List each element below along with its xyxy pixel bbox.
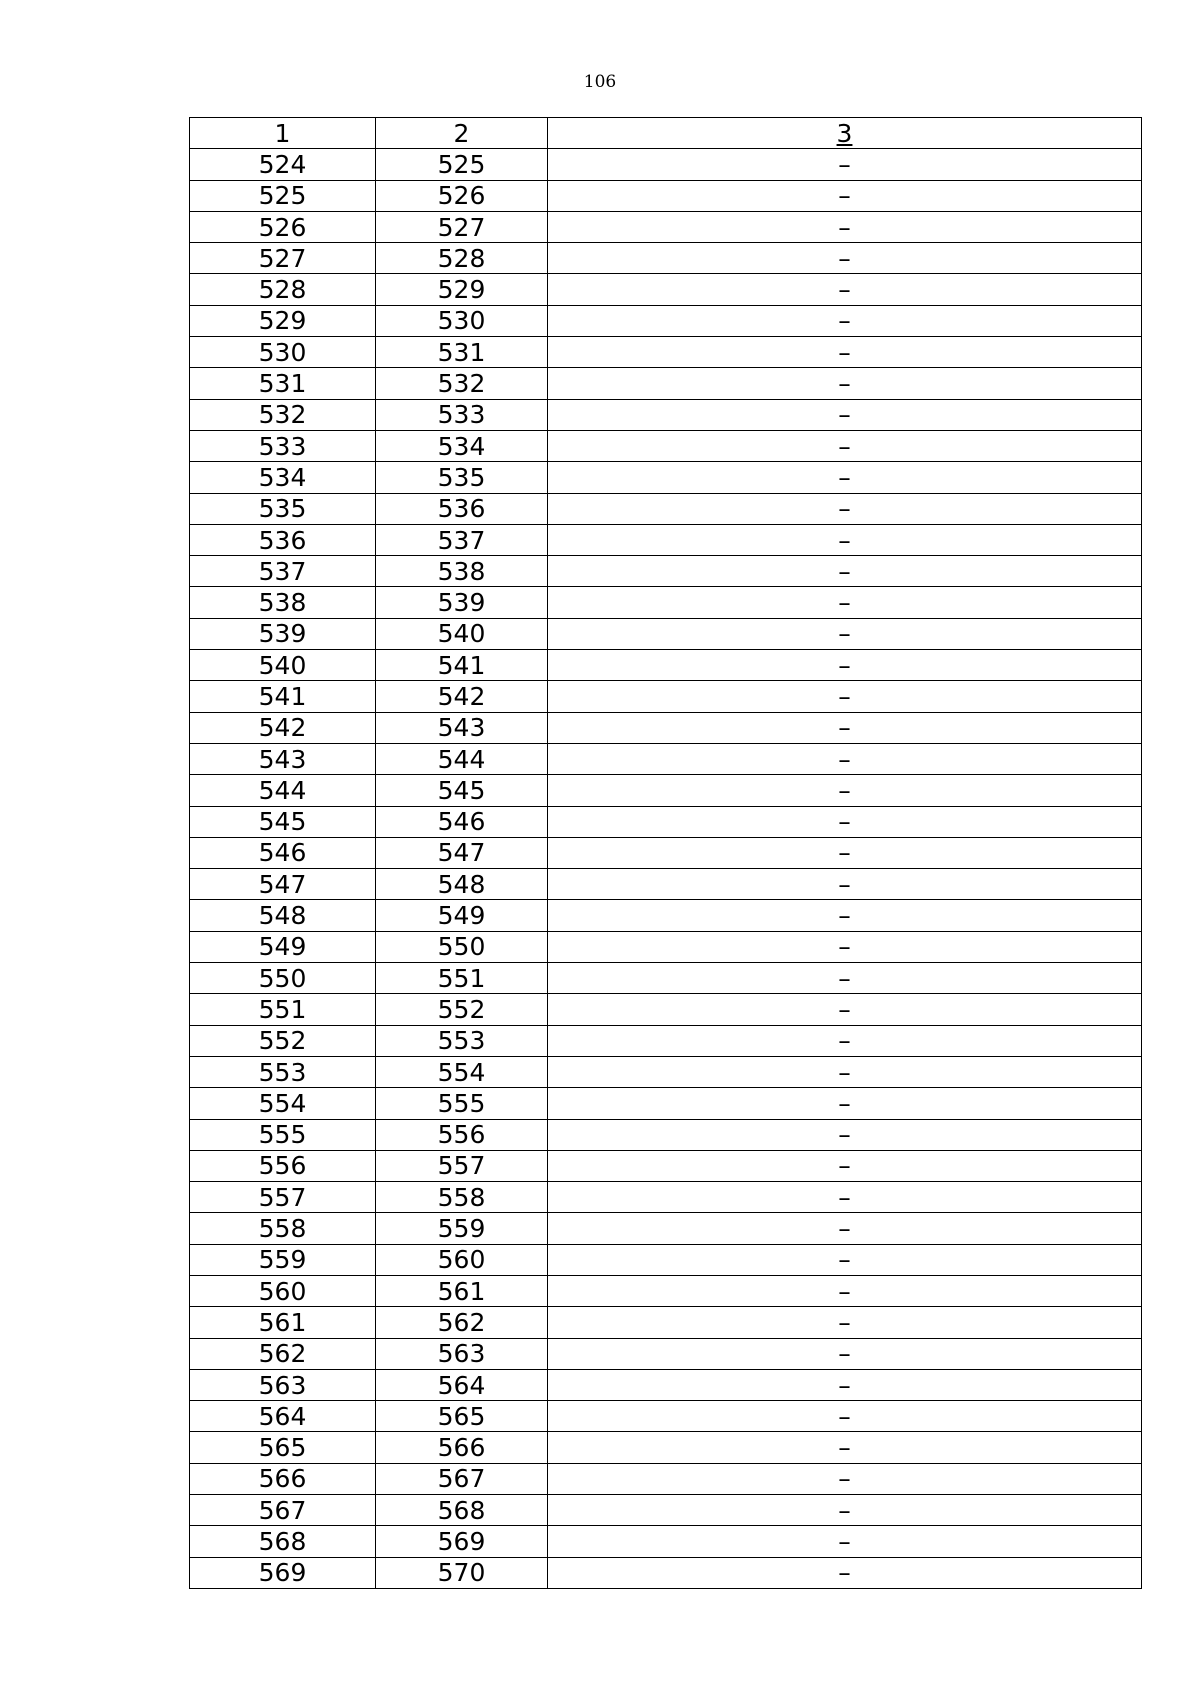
table-cell-col-3: – <box>548 1275 1142 1306</box>
table-cell-col-1: 556 <box>190 1150 376 1181</box>
table-cell-col-1: 551 <box>190 994 376 1025</box>
table-cell-col-1: 532 <box>190 399 376 430</box>
table-cell-col-1: 549 <box>190 931 376 962</box>
table-row <box>190 1463 1142 1494</box>
table-cell-col-3: – <box>548 681 1142 712</box>
table-cell-col-2: 535 <box>376 462 548 493</box>
table-cell-col-1: 566 <box>190 1463 376 1494</box>
table-cell-col-3: – <box>548 337 1142 368</box>
table-row <box>190 681 1142 712</box>
table-cell-col-1: 528 <box>190 274 376 305</box>
table-cell-col-2: 554 <box>376 1056 548 1087</box>
table-cell-col-1: 565 <box>190 1432 376 1463</box>
table-cell-col-3: – <box>548 618 1142 649</box>
table-cell-col-3: – <box>548 806 1142 837</box>
table-cell-col-3: – <box>548 1056 1142 1087</box>
table-row <box>190 274 1142 305</box>
table-cell-col-3: – <box>548 837 1142 868</box>
table-cell-col-2: 563 <box>376 1338 548 1369</box>
table-cell-col-3: – <box>548 743 1142 774</box>
table-cell-col-3: – <box>548 430 1142 461</box>
table-cell-col-3: – <box>548 1401 1142 1432</box>
table-cell-col-2: 528 <box>376 243 548 274</box>
table-row <box>190 931 1142 962</box>
table-cell-col-1: 530 <box>190 337 376 368</box>
table-cell-col-2: 562 <box>376 1307 548 1338</box>
table-row <box>190 775 1142 806</box>
table-cell-col-2: 569 <box>376 1526 548 1557</box>
table-body <box>190 149 1142 1589</box>
table-row <box>190 1338 1142 1369</box>
table-cell-col-1: 542 <box>190 712 376 743</box>
table-row <box>190 650 1142 681</box>
table-cell-col-2: 551 <box>376 963 548 994</box>
table-cell-col-3: – <box>548 650 1142 681</box>
table-cell-col-3: – <box>548 712 1142 743</box>
table-cell-col-3: – <box>548 149 1142 180</box>
table-row <box>190 1244 1142 1275</box>
table-row <box>190 556 1142 587</box>
table-cell-col-2: 570 <box>376 1557 548 1588</box>
table-row <box>190 587 1142 618</box>
table-cell-col-3: – <box>548 556 1142 587</box>
table-cell-col-1: 552 <box>190 1025 376 1056</box>
table-cell-col-2: 567 <box>376 1463 548 1494</box>
table-cell-col-2: 561 <box>376 1275 548 1306</box>
table-cell-col-3: – <box>548 368 1142 399</box>
table-cell-col-2: 559 <box>376 1213 548 1244</box>
table-cell-col-3: – <box>548 931 1142 962</box>
table-cell-col-1: 535 <box>190 493 376 524</box>
table-row <box>190 399 1142 430</box>
table-cell-col-2: 548 <box>376 869 548 900</box>
table-cell-col-1: 550 <box>190 963 376 994</box>
table-row <box>190 305 1142 336</box>
table-row <box>190 1088 1142 1119</box>
table-cell-col-1: 558 <box>190 1213 376 1244</box>
table-cell-col-2: 565 <box>376 1401 548 1432</box>
table-cell-col-1: 557 <box>190 1182 376 1213</box>
table-cell-col-1: 537 <box>190 556 376 587</box>
table-row <box>190 1369 1142 1400</box>
table-cell-col-3: – <box>548 1244 1142 1275</box>
table-cell-col-2: 533 <box>376 399 548 430</box>
table-row <box>190 806 1142 837</box>
table-row <box>190 1056 1142 1087</box>
table-row <box>190 1275 1142 1306</box>
table-row <box>190 743 1142 774</box>
table-cell-col-3: – <box>548 1463 1142 1494</box>
table-cell-col-1: 559 <box>190 1244 376 1275</box>
table-row <box>190 1432 1142 1463</box>
column-header-3: 3 <box>548 118 1142 149</box>
table-cell-col-2: 542 <box>376 681 548 712</box>
table-cell-col-3: – <box>548 1088 1142 1119</box>
table-cell-col-3: – <box>548 524 1142 555</box>
table-row <box>190 712 1142 743</box>
table-cell-col-2: 545 <box>376 775 548 806</box>
table-cell-col-2: 526 <box>376 180 548 211</box>
table-cell-col-1: 569 <box>190 1557 376 1588</box>
table-row <box>190 211 1142 242</box>
table-cell-col-3: – <box>548 587 1142 618</box>
table-cell-col-3: – <box>548 399 1142 430</box>
table-cell-col-2: 558 <box>376 1182 548 1213</box>
table-cell-col-3: – <box>548 1213 1142 1244</box>
table-cell-col-3: – <box>548 1182 1142 1213</box>
table-cell-col-1: 540 <box>190 650 376 681</box>
table-cell-col-1: 561 <box>190 1307 376 1338</box>
table-cell-col-3: – <box>548 211 1142 242</box>
table-cell-col-1: 554 <box>190 1088 376 1119</box>
table-row <box>190 1213 1142 1244</box>
table-cell-col-3: – <box>548 1307 1142 1338</box>
table-row <box>190 1150 1142 1181</box>
table-cell-col-1: 527 <box>190 243 376 274</box>
table-cell-col-3: – <box>548 1369 1142 1400</box>
table-cell-col-1: 541 <box>190 681 376 712</box>
table-cell-col-1: 525 <box>190 180 376 211</box>
table-row <box>190 524 1142 555</box>
table-row <box>190 618 1142 649</box>
table-cell-col-2: 557 <box>376 1150 548 1181</box>
table-cell-col-1: 553 <box>190 1056 376 1087</box>
table-cell-col-2: 525 <box>376 149 548 180</box>
table-cell-col-2: 556 <box>376 1119 548 1150</box>
table-cell-col-2: 541 <box>376 650 548 681</box>
table-row <box>190 994 1142 1025</box>
table-cell-col-1: 534 <box>190 462 376 493</box>
table-row <box>190 963 1142 994</box>
table-cell-col-2: 564 <box>376 1369 548 1400</box>
table-cell-col-2: 553 <box>376 1025 548 1056</box>
table-row <box>190 837 1142 868</box>
table-cell-col-1: 543 <box>190 743 376 774</box>
table-cell-col-1: 538 <box>190 587 376 618</box>
table-cell-col-1: 544 <box>190 775 376 806</box>
table-cell-col-1: 564 <box>190 1401 376 1432</box>
table-cell-col-3: – <box>548 1338 1142 1369</box>
table-cell-col-2: 549 <box>376 900 548 931</box>
table-row <box>190 1119 1142 1150</box>
table-cell-col-3: – <box>548 1119 1142 1150</box>
column-header-2: 2 <box>376 118 548 149</box>
table-cell-col-2: 555 <box>376 1088 548 1119</box>
table-cell-col-3: – <box>548 462 1142 493</box>
table-cell-col-2: 532 <box>376 368 548 399</box>
table-cell-col-1: 562 <box>190 1338 376 1369</box>
table-cell-col-2: 568 <box>376 1495 548 1526</box>
table-row <box>190 368 1142 399</box>
table-row <box>190 180 1142 211</box>
table-row <box>190 337 1142 368</box>
table-cell-col-3: – <box>548 243 1142 274</box>
table-cell-col-2: 566 <box>376 1432 548 1463</box>
table-cell-col-3: – <box>548 775 1142 806</box>
table-cell-col-3: – <box>548 994 1142 1025</box>
column-header-1: 1 <box>190 118 376 149</box>
table-row <box>190 493 1142 524</box>
table-cell-col-3: – <box>548 1557 1142 1588</box>
table-cell-col-2: 537 <box>376 524 548 555</box>
table-cell-col-2: 536 <box>376 493 548 524</box>
table-cell-col-3: – <box>548 493 1142 524</box>
table-cell-col-1: 539 <box>190 618 376 649</box>
table-row <box>190 1557 1142 1588</box>
table-cell-col-1: 567 <box>190 1495 376 1526</box>
table-row <box>190 1025 1142 1056</box>
table-cell-col-1: 531 <box>190 368 376 399</box>
table-cell-col-2: 544 <box>376 743 548 774</box>
table-cell-col-2: 560 <box>376 1244 548 1275</box>
table-cell-col-2: 534 <box>376 430 548 461</box>
table-cell-col-1: 555 <box>190 1119 376 1150</box>
table-cell-col-2: 529 <box>376 274 548 305</box>
table-cell-col-1: 529 <box>190 305 376 336</box>
table-cell-col-2: 530 <box>376 305 548 336</box>
table-cell-col-2: 531 <box>376 337 548 368</box>
data-table <box>189 117 1142 1589</box>
table-cell-col-3: – <box>548 180 1142 211</box>
table-cell-col-3: – <box>548 1432 1142 1463</box>
table-cell-col-2: 546 <box>376 806 548 837</box>
table-cell-col-3: – <box>548 305 1142 336</box>
table-row <box>190 1182 1142 1213</box>
table-cell-col-3: – <box>548 1495 1142 1526</box>
table-row <box>190 900 1142 931</box>
table-cell-col-1: 563 <box>190 1369 376 1400</box>
table-cell-col-3: – <box>548 1150 1142 1181</box>
table-cell-col-3: – <box>548 900 1142 931</box>
table-cell-col-1: 524 <box>190 149 376 180</box>
table-row <box>190 1401 1142 1432</box>
table-cell-col-2: 543 <box>376 712 548 743</box>
table-cell-col-2: 547 <box>376 837 548 868</box>
table-cell-col-3: – <box>548 1526 1142 1557</box>
table-cell-col-2: 538 <box>376 556 548 587</box>
table-cell-col-1: 548 <box>190 900 376 931</box>
table-cell-col-1: 536 <box>190 524 376 555</box>
table-row <box>190 430 1142 461</box>
table-cell-col-1: 526 <box>190 211 376 242</box>
table-cell-col-2: 540 <box>376 618 548 649</box>
table-cell-col-3: – <box>548 869 1142 900</box>
page-number: 106 <box>583 72 617 92</box>
table-header <box>190 118 1142 149</box>
header-row <box>190 118 1142 149</box>
table-cell-col-2: 550 <box>376 931 548 962</box>
table-cell-col-3: – <box>548 1025 1142 1056</box>
table-cell-col-2: 552 <box>376 994 548 1025</box>
table-cell-col-1: 568 <box>190 1526 376 1557</box>
table-row <box>190 1307 1142 1338</box>
table-cell-col-3: – <box>548 274 1142 305</box>
table-cell-col-2: 539 <box>376 587 548 618</box>
table-row <box>190 1495 1142 1526</box>
table-cell-col-1: 547 <box>190 869 376 900</box>
table-row <box>190 1526 1142 1557</box>
table-row <box>190 869 1142 900</box>
table-cell-col-1: 545 <box>190 806 376 837</box>
table-cell-col-1: 560 <box>190 1275 376 1306</box>
table-row <box>190 149 1142 180</box>
table-cell-col-1: 546 <box>190 837 376 868</box>
table-row <box>190 462 1142 493</box>
table-cell-col-2: 527 <box>376 211 548 242</box>
table-cell-col-3: – <box>548 963 1142 994</box>
table-row <box>190 243 1142 274</box>
table-cell-col-1: 533 <box>190 430 376 461</box>
